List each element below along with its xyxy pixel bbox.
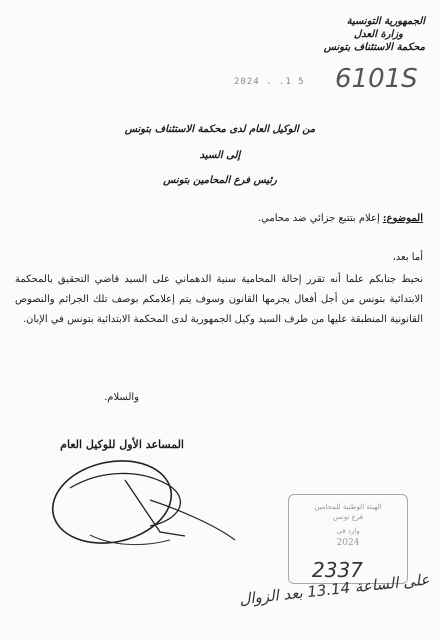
subject-line (23, 213, 423, 224)
recipient-line: رئيس فرع المحامين بتونس (163, 175, 277, 186)
subject-label: الموضوع: (382, 213, 423, 224)
closing: والسلام. (104, 392, 139, 403)
sender-line: من الوكيل العام لدى محكمة الاستئناف بتونس (124, 124, 316, 135)
signature-title: المساعد الأول للوكيل العام (60, 438, 184, 451)
letterhead-court: محكمة الاستئناف بتونس (323, 42, 425, 53)
stamp-line-1: الهيئة الوطنية للمحامين (314, 503, 382, 511)
handwritten-signature (30, 440, 260, 590)
letterhead-republic: الجمهورية التونسية (346, 16, 425, 27)
handwritten-receipt-time: على الساعة 13.14 بعد الزوال (238, 570, 431, 609)
stamp-date: 2024 (336, 538, 360, 548)
recipient-prefix: إلى السيد (199, 150, 241, 161)
reference-number: 6101S (335, 64, 418, 94)
stamp-line-2: فرع تونس (332, 513, 364, 521)
reference-date: 2024 . .1 5 (234, 77, 305, 87)
greeting: أما بعد، (392, 252, 423, 263)
stamp-line-3: وارد في (336, 527, 360, 535)
stamp-number: 2337 (312, 558, 363, 582)
subject-text: إعلام بتتبع جزائي ضد محامي. (257, 213, 380, 224)
letterhead (265, 15, 425, 54)
letterhead-ministry: وزارة العدل (353, 29, 403, 40)
body-paragraph: نحيط جنابكم علما أنه تقرر إحالة المحامية سنية الدهماني على السيد قاضي التحقيق بالمحكمة الابتدائية بتونس من أجل أفعال يجرمها القانون وسوف يتم إعلامكم بوصف تلك الجرائم والنصوص القانونية المنطبقة عليها من طرف السيد وكيل الجمهورية لدى المحكمة الابتدائية بتونس في الإبان. (15, 274, 423, 325)
